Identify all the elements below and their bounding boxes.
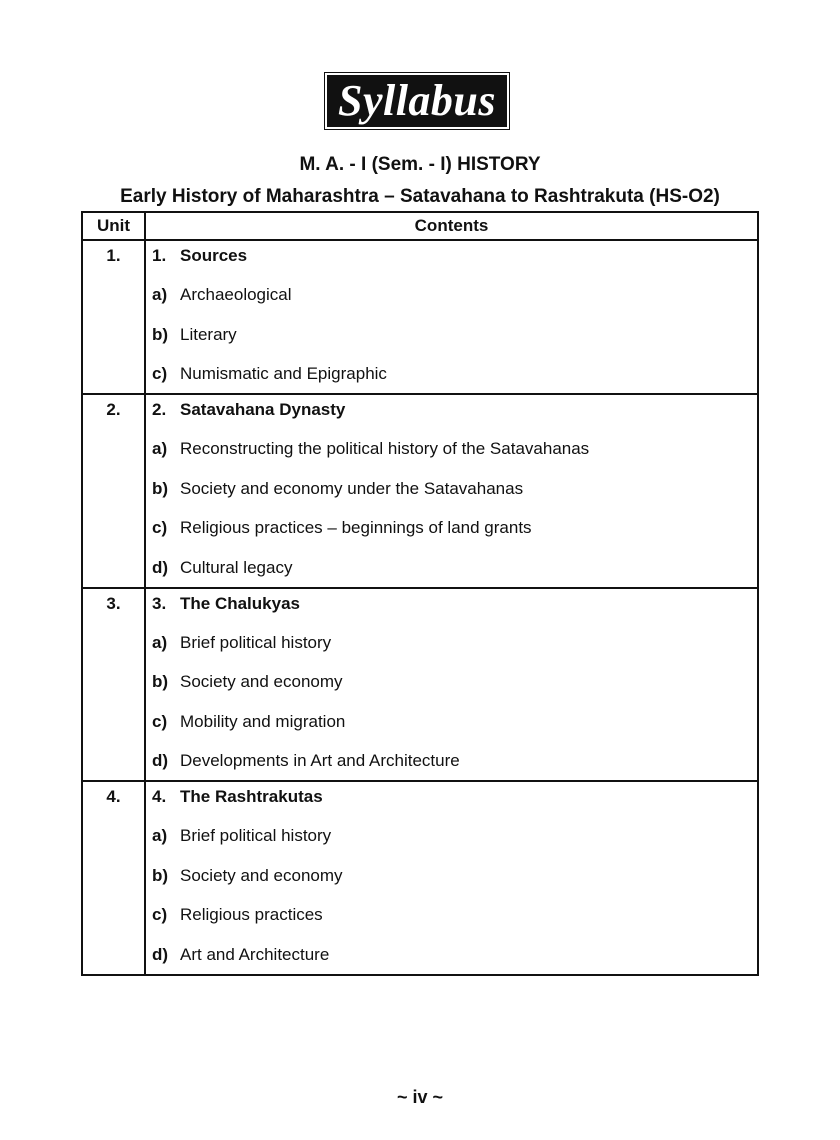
item-text: Society and economy under the Satavahanas (180, 478, 524, 498)
topic-title: The Chalukyas (180, 593, 300, 613)
item-marker: c) (152, 364, 168, 383)
item-text: Numismatic and Epigraphic (180, 364, 387, 383)
topic-marker: 3. (152, 593, 167, 613)
item-text: Religious practices – beginnings of land grants (180, 518, 532, 537)
item-marker: d) (152, 944, 169, 964)
item-text: Reconstructing the political history of the Satavahanas (180, 439, 590, 458)
unit-number: 2. (82, 394, 145, 588)
topic-title: The Rashtrakutas (180, 787, 323, 806)
page-number: ~ iv ~ (396, 1087, 444, 1107)
item-marker: a) (152, 826, 168, 845)
syllabus-table (81, 211, 759, 976)
list-item (152, 748, 757, 774)
list-item (152, 669, 757, 695)
unit-contents (145, 240, 758, 394)
unit-number: 4. (82, 781, 145, 975)
list-item (152, 863, 757, 889)
item-marker: d) (152, 751, 169, 770)
unit-topic (152, 397, 757, 423)
item-marker: a) (152, 285, 168, 304)
item-text: Archaeological (180, 285, 292, 304)
list-item (152, 476, 757, 502)
course-subtitle: M. A. - I (Sem. - I) HISTORY (299, 154, 541, 175)
list-item (152, 630, 757, 656)
unit-number: 1. (82, 240, 145, 394)
unit-contents (145, 781, 758, 975)
list-item (152, 322, 757, 348)
syllabus-badge (324, 72, 510, 130)
list-item (152, 436, 757, 462)
item-marker: a) (152, 439, 168, 458)
list-item (152, 555, 757, 581)
syllabus-badge-text: Syllabus (327, 75, 507, 127)
course-title: Early History of Maharashtra – Satavahana to Rashtrakuta (HS-O2) (120, 186, 720, 207)
unit-contents (145, 394, 758, 588)
unit-row-2 (82, 394, 758, 588)
item-text: Brief political history (180, 632, 332, 652)
item-marker: c) (152, 711, 168, 731)
topic-marker: 1. (152, 246, 167, 265)
unit-row-1 (82, 240, 758, 394)
list-item (152, 823, 757, 849)
list-item (152, 942, 757, 968)
unit-row-3 (82, 588, 758, 782)
item-marker: a) (152, 632, 168, 652)
list-item (152, 361, 757, 387)
unit-topic (152, 243, 757, 269)
item-text: Religious practices (180, 905, 323, 924)
item-marker: c) (152, 905, 168, 924)
list-item (152, 282, 757, 308)
item-marker: b) (152, 324, 169, 344)
item-text: Mobility and migration (180, 711, 346, 731)
item-text: Society and economy (180, 672, 343, 691)
contents-column-header: Contents (145, 212, 758, 240)
list-item (152, 902, 757, 928)
table-header-row (82, 212, 758, 240)
unit-contents (145, 588, 758, 782)
item-text: Cultural legacy (180, 557, 293, 577)
item-marker: b) (152, 478, 169, 498)
topic-marker: 4. (152, 787, 167, 806)
unit-topic (152, 784, 757, 810)
item-marker: d) (152, 557, 169, 577)
item-text: Literary (180, 324, 237, 344)
item-text: Brief political history (180, 826, 332, 845)
unit-topic (152, 591, 757, 617)
item-text: Society and economy (180, 865, 343, 885)
topic-marker: 2. (152, 400, 167, 419)
unit-column-header: Unit (82, 212, 145, 240)
item-marker: c) (152, 518, 168, 537)
item-text: Art and Architecture (180, 944, 330, 964)
item-marker: b) (152, 865, 169, 885)
topic-title: Satavahana Dynasty (180, 400, 346, 419)
item-marker: b) (152, 672, 169, 691)
topic-title: Sources (180, 246, 248, 265)
list-item (152, 515, 757, 541)
unit-row-4 (82, 781, 758, 975)
list-item (152, 709, 757, 735)
item-text: Developments in Art and Architecture (180, 751, 460, 770)
unit-number: 3. (82, 588, 145, 782)
